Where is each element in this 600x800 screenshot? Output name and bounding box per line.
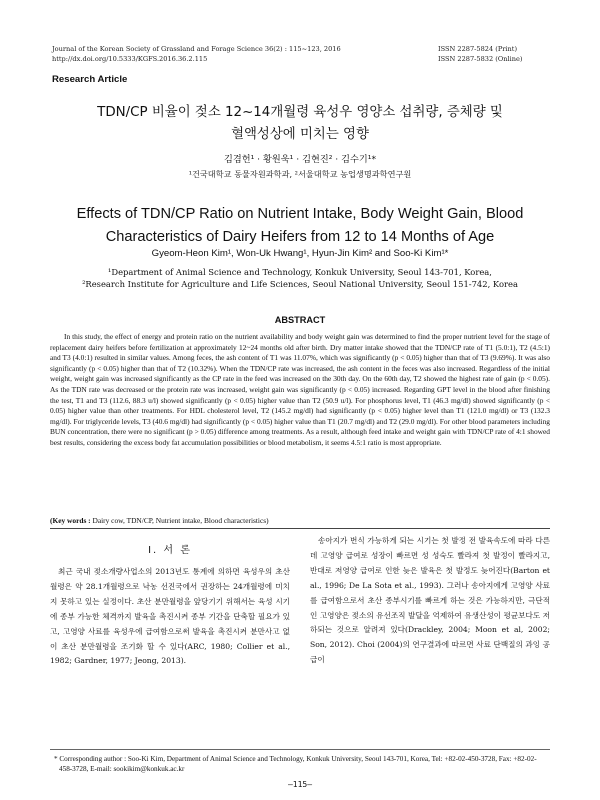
issn-print: ISSN 2287-5824 (Print) [438,45,518,53]
page-number: –115– [287,780,313,789]
doi-link[interactable]: http://dx.doi.org/10.5333/KGFS.2016.36.2.115 [52,55,208,63]
english-authors: Gyeom-Heon Kim¹, Won-Uk Hwang¹, Hyun-Jin Kim² and Soo-Ki Kim¹* [151,248,449,259]
keywords [50,516,550,525]
article-type-label: Research Article [52,74,128,85]
footnote-divider [50,749,550,750]
keywords-text: Dairy cow, TDN/CP, Nutrient intake, Blood characteristics) [90,516,269,525]
korean-affiliation: ¹건국대학교 동물자원과학과, ²서울대학교 농업생명과학연구원 [188,169,412,179]
issn-online: ISSN 2287-5832 (Online) [438,55,523,63]
english-title-line1: Effects of TDN/CP Ratio on Nutrient Intake, Body Weight Gain, Blood [76,206,524,222]
english-title-line2: Characteristics of Dairy Heifers from 12 to 14 Months of Age [105,229,495,245]
abstract-divider [50,528,550,529]
english-affiliation [40,266,560,290]
journal-citation: Journal of the Korean Society of Grassland and Forage Science 36(2) : 115~123, 2016 [52,45,341,53]
intro-right-column: 송아지가 번식 가능하게 되는 시기는 첫 발정 전 발육속도에 따라 다른데 고영양 급여로 성장이 빠르면 성 성숙도 빨라져 첫 발정이 빨라지고, 반대로 저영양 급여로 인한 늦은 발육은 첫 발정도 늦어진다(Barton et al., 1996; De La Sota et al., 1993). 그러나 송아지에게 고영양 사료를 급여함으로서 초산 종부시기를 빠르게 하는 것은 가능하지만, 극단적인 고영양은 젖소의 유선조직 발달을 억제하여 유생산성이 평균보다도 저하되는 것으로 알려져 있다(Drackley, 2004; Moon et al, 2002; Son, 2012). Choi (2004)의 연구결과에 따르면 사료 단백질의 과잉 공급이 [310,536,550,665]
abstract-body: In this study, the effect of energy and protein ratio on the nutrient availability and body weight gain was determined to find the proper nutrient level for the stage of replacement dairy heifers before fertilization at approximately 12~24 months old after birth. Dry matter intake showed that the TDN/CP rate of T1 (5.0:1), T2 (4.5:1) and T3 (4.0:1) resulted in similar values. Among feces, the ash content of T1 was 11.07%, which was significantly (p < 0.05) higher than that of T3 (9.69%). It was also significantly (p < 0.05) higher than that of T2 (10.32%). When the TDN/CP rate was increased, the ash content in the feces was also increased. Regardless of the initial weight, weight gain was increased significantly as the CP rate in the feed was increased on the 30th day. On the 60th day, T2 showed the highest rate of gain (p < 0.05). As the TDN rate was decreased or the protein rate was increased, weight gain was significantly (p < 0.05) increased. Regarding GPT level in the blood after finishing the test, T1 and T3 (112.6, 88.3 u/l) showed significantly (p < 0.05) higher value than T2 (50.9 u/l). For phosphorus level, T1 (46.3 mg/dl) showed significantly (p < 0.05) higher value than other treatments. For HDL cholesterol level, T2 (145.2 mg/dl) had significantly (p < 0.05) higher level than T1 (121.0 mg/dl) or T3 (132.3 mg/dl). For triglyceride levels, T3 (40.6 mg/dl) had significantly (p < 0.05) higher value than T1 (20.7 mg/dl) and T2 (29.0 mg/dl). For other blood parameters including BUN concentration, there were no significant (p > 0.05) difference among treatments. As a result, although feed intake and weight gain with TDN/CP rate of 4:1 showed best results, considering the excess body fat accumulation possibilities or blood metabolism, it seems 4.5:1 ratio is most appropriate. [50,332,550,447]
korean-title [40,102,560,146]
section-heading-introduction: Ⅰ. 서 론 [148,545,192,556]
intro-left-column: 최근 국내 젖소개량사업소의 2013년도 통계에 의하면 육성우의 초산월령은 약 28.1개월령으로 낙농 선진국에서 권장하는 24개월령에 미치지 못하고 있는 실정이다. 초산 분만월령을 앞당기기 위해서는 육성 시기에 종부 가능한 체격까지 발육을 촉진시켜 종부 기간을 단축할 필요가 있고, 고영양 사료를 육성우에 급여함으로써 발육을 촉진시켜 분만사고 없이 초산 분만월령을 조기화 할 수 있다(ARC, 1980; Collier et al., 1982; Gardner, 1977; Jeong, 2013). [50,567,290,666]
korean-title-line1: TDN/CP 비율이 젖소 12~14개월령 육성우 영양소 섭취량, 증체량 및 [97,105,503,120]
journal-header [52,44,341,64]
affiliation-1: ¹Department of Animal Science and Technology, Konkuk University, Seoul 143-701, Korea, [108,267,492,277]
abstract-heading: ABSTRACT [274,315,326,325]
keywords-label: (Key words : [50,516,91,525]
issn-block [438,44,522,64]
korean-title-line2: 혈액성상에 미치는 영향 [231,127,369,142]
english-title [40,203,560,249]
korean-authors: 김겸헌¹ · 황원욱¹ · 김현진² · 김수기¹* [223,154,377,165]
corresponding-author-note: * Corresponding author : Soo-Ki Kim, Department of Animal Science and Technology, Konkuk University, Seoul 143-701, Korea, Tel: +82-02-450-3728, Fax: +82-02-458-3728, E-mail: sookikim@konkuk.ac.kr [54,755,537,773]
affiliation-2: ²Research Institute for Agriculture and Life Sciences, Seoul National University, Seoul 151-742, Korea [82,279,518,289]
